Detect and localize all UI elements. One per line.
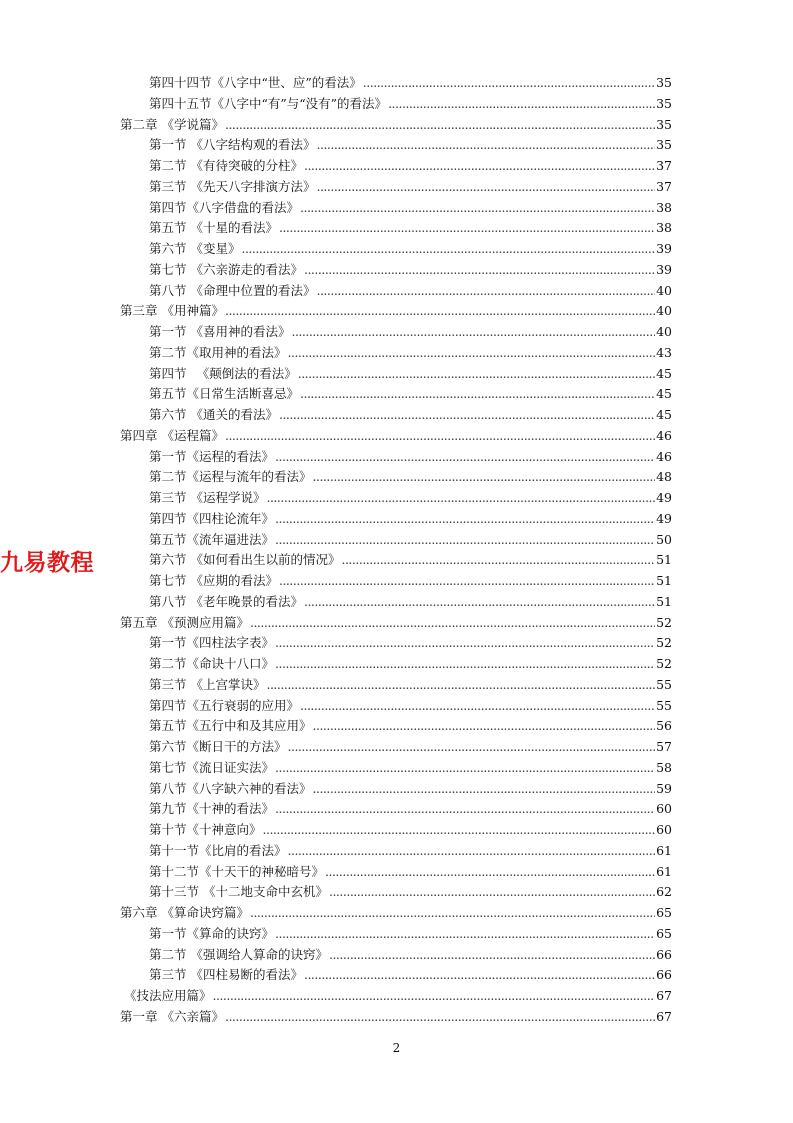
toc-entry-page: 55 — [656, 697, 672, 713]
toc-entry[interactable] — [149, 924, 672, 944]
toc-entry[interactable] — [120, 115, 672, 135]
toc-entry-page: 56 — [656, 718, 672, 734]
toc-entry[interactable] — [149, 654, 672, 674]
toc-entry[interactable] — [149, 198, 672, 218]
toc-entry-title: 第三节 《四柱易断的看法》 — [149, 967, 303, 983]
toc-entry-title: 第八节《八字缺六神的看法》 — [149, 780, 312, 796]
toc-entry-page: 35 — [656, 116, 672, 132]
toc-entry-title: 第一节《运程的看法》 — [149, 448, 275, 464]
toc-entry[interactable] — [149, 218, 672, 238]
toc-entry[interactable] — [149, 758, 672, 778]
toc-entry[interactable] — [149, 841, 672, 861]
toc-dot-leader — [288, 737, 656, 757]
toc-entry[interactable] — [149, 530, 672, 550]
toc-entry-title: 第二节《取用神的看法》 — [149, 344, 287, 360]
toc-dot-leader — [275, 509, 655, 529]
toc-entry-title: 第四十四节《八字中“世、应”的看法》 — [149, 75, 362, 90]
toc-dot-leader — [288, 841, 656, 861]
toc-entry-page: 66 — [656, 967, 672, 983]
toc-entry[interactable] — [120, 301, 672, 321]
toc-dot-leader — [291, 322, 655, 342]
toc-entry-page: 67 — [656, 1008, 672, 1024]
toc-entry-page: 39 — [656, 261, 672, 277]
toc-entry-title: 第五节《日常生活断喜忌》 — [149, 386, 300, 402]
toc-entry-title: 第六节 《变星》 — [149, 241, 241, 256]
toc-entry-title: 第五节《流年逼进法》 — [149, 531, 275, 547]
toc-dot-leader — [275, 799, 655, 819]
toc-entry-title: 第二节 《强调给人算命的诀窍》 — [149, 946, 328, 962]
watermark-logo: 九易教程 — [0, 550, 94, 576]
toc-entry[interactable] — [124, 986, 672, 1006]
toc-dot-leader — [275, 447, 655, 467]
toc-entry-title: 第七节《流日证实法》 — [149, 759, 275, 775]
toc-entry-page: 55 — [656, 676, 672, 692]
toc-entry-page: 52 — [656, 656, 672, 671]
toc-entry[interactable] — [149, 737, 672, 757]
toc-dot-leader — [300, 696, 655, 716]
toc-dot-leader — [225, 115, 655, 135]
toc-dot-leader — [325, 862, 655, 882]
toc-entry-title: 第七节 《六亲游走的看法》 — [149, 261, 303, 277]
toc-entry-title: 第三节 《上宫掌诀》 — [149, 676, 266, 692]
toc-dot-leader — [288, 343, 656, 363]
toc-entry-title: 第一章 《六亲篇》 — [120, 1008, 224, 1024]
toc-entry-title: 第七节 《应期的看法》 — [149, 573, 278, 588]
toc-entry-page: 38 — [656, 199, 672, 215]
toc-entry-title: 第五节 《十星的看法》 — [149, 220, 278, 236]
toc-entry[interactable] — [149, 862, 672, 882]
toc-entry-page: 49 — [656, 490, 672, 505]
toc-entry-title: 第四章 《运程篇》 — [120, 427, 224, 443]
toc-entry[interactable] — [149, 467, 672, 487]
toc-dot-leader — [304, 965, 655, 985]
toc-dot-leader — [300, 198, 655, 218]
toc-entry-page: 38 — [656, 220, 672, 236]
toc-entry-page: 45 — [656, 365, 672, 381]
toc-entry-title: 第六节 《通关的看法》 — [149, 407, 278, 422]
toc-entry[interactable] — [149, 405, 672, 425]
toc-dot-leader — [388, 94, 655, 114]
toc-entry-title: 第一节《算命的诀窍》 — [149, 925, 275, 941]
toc-entry-title: 第二章 《学说篇》 — [120, 116, 224, 132]
toc-entry-title: 第九节《十神的看法》 — [149, 801, 275, 817]
toc-entry-page: 60 — [656, 822, 672, 837]
toc-entry-title: 第一节 《喜用神的看法》 — [149, 324, 291, 339]
toc-entry-page: 59 — [656, 780, 672, 796]
toc-entry-page: 62 — [656, 884, 672, 900]
toc-entry[interactable] — [149, 281, 672, 301]
toc-entry-page: 45 — [656, 407, 672, 422]
toc-dot-leader — [298, 364, 655, 384]
toc-entry-title: 第十一节《比肩的看法》 — [149, 842, 287, 858]
toc-entry[interactable] — [120, 426, 672, 446]
toc-entry[interactable] — [149, 716, 672, 736]
toc-entry[interactable] — [149, 364, 672, 384]
toc-entry[interactable] — [149, 882, 672, 902]
toc-entry-title: 第三章 《用神篇》 — [120, 303, 224, 319]
toc-entry-page: 46 — [656, 448, 672, 464]
toc-dot-leader — [266, 488, 655, 508]
toc-entry-page: 67 — [656, 988, 672, 1003]
toc-dot-leader — [225, 301, 655, 321]
toc-entry-title: 第五节《五行中和及其应用》 — [149, 718, 312, 734]
toc-entry-title: 第三节 《先天八字排演方法》 — [149, 178, 316, 194]
toc-entry[interactable] — [149, 239, 672, 259]
toc-entry-title: 第二节《运程与流年的看法》 — [149, 469, 312, 485]
toc-entry-page: 52 — [656, 635, 672, 651]
toc-entry[interactable] — [149, 94, 672, 114]
toc-entry-title: 第二节《命诀十八口》 — [149, 656, 275, 671]
toc-entry-page: 51 — [656, 552, 672, 568]
toc-entry-page: 51 — [656, 573, 672, 588]
toc-entry[interactable] — [149, 799, 672, 819]
toc-entry[interactable] — [120, 1007, 672, 1027]
toc-entry[interactable] — [149, 73, 672, 93]
toc-dot-leader — [275, 758, 655, 778]
toc-entry-page: 66 — [656, 946, 672, 962]
toc-entry-page: 52 — [656, 614, 672, 630]
toc-entry-title: 第十节《十神意向》 — [149, 822, 262, 837]
toc-entry-page: 65 — [656, 925, 672, 941]
toc-dot-leader — [363, 73, 655, 93]
page-number: 2 — [392, 1041, 401, 1055]
toc-entry-page: 40 — [656, 324, 672, 339]
toc-entry-page: 48 — [656, 469, 672, 485]
toc-entry-title: 《技法应用篇》 — [124, 988, 212, 1003]
toc-dot-leader — [263, 820, 656, 840]
toc-dot-leader — [329, 945, 655, 965]
toc-entry[interactable] — [149, 675, 672, 695]
toc-dot-leader — [279, 405, 655, 425]
toc-entry-page: 37 — [656, 158, 672, 173]
toc-dot-leader — [250, 613, 655, 633]
toc-entry-page: 60 — [656, 801, 672, 817]
toc-entry[interactable] — [149, 488, 672, 508]
toc-entry-page: 50 — [656, 531, 672, 547]
toc-entry-title: 第一节《四柱法字表》 — [149, 635, 275, 651]
toc-entry[interactable] — [149, 384, 672, 404]
toc-entry-title: 第六节 《如何看出生以前的情况》 — [149, 552, 341, 568]
toc-entry[interactable] — [149, 633, 672, 653]
toc-entry[interactable] — [149, 177, 672, 197]
toc-dot-leader — [275, 654, 655, 674]
toc-entry-page: 46 — [656, 427, 672, 443]
toc-entry-title: 第四十五节《八字中“有”与“没有”的看法》 — [149, 95, 388, 111]
toc-dot-leader — [329, 882, 655, 902]
toc-entry[interactable] — [149, 322, 672, 342]
toc-entry[interactable] — [149, 550, 672, 570]
toc-entry-title: 第十三节 《十二地支命中玄机》 — [149, 884, 328, 900]
toc-entry-title: 第四节《五行衰弱的应用》 — [149, 697, 300, 713]
toc-entry[interactable] — [120, 903, 672, 923]
toc-entry-title: 第六章 《算命诀窍篇》 — [120, 905, 249, 920]
toc-entry-page: 40 — [656, 282, 672, 298]
toc-dot-leader — [279, 571, 655, 591]
toc-entry-page: 65 — [656, 905, 672, 920]
toc-dot-leader — [313, 467, 656, 487]
toc-dot-leader — [275, 633, 655, 653]
toc-entry-page: 39 — [656, 241, 672, 256]
toc-entry-title: 第一节 《八字结构观的看法》 — [149, 137, 316, 153]
toc-entry-title: 第五章 《预测应用篇》 — [120, 614, 249, 630]
toc-dot-leader — [279, 218, 655, 238]
toc-entry[interactable] — [149, 965, 672, 985]
toc-entry-page: 43 — [656, 344, 672, 360]
toc-entry[interactable] — [149, 343, 672, 363]
toc-dot-leader — [275, 924, 655, 944]
toc-entry-title: 第八节 《命理中位置的看法》 — [149, 282, 316, 298]
toc-entry[interactable] — [149, 509, 672, 529]
toc-entry-title: 第三节 《运程学说》 — [149, 490, 266, 505]
toc-entry-title: 第四节 《颠倒法的看法》 — [149, 365, 297, 381]
toc-dot-leader — [316, 135, 655, 155]
toc-entry-page: 51 — [656, 593, 672, 609]
toc-dot-leader — [266, 675, 655, 695]
toc-dot-leader — [300, 384, 655, 404]
toc-entry[interactable] — [149, 156, 672, 176]
toc-dot-leader — [225, 426, 655, 446]
toc-entry-page: 45 — [656, 386, 672, 402]
toc-entry[interactable] — [149, 945, 672, 965]
toc-entry-page: 35 — [656, 75, 672, 90]
toc-entry-title: 第六节《断日干的方法》 — [149, 739, 287, 754]
toc-entry-title: 第四节《八字借盘的看法》 — [149, 199, 300, 215]
toc-entry[interactable] — [149, 135, 672, 155]
toc-entry-title: 第十二节《十天干的神秘暗号》 — [149, 863, 325, 879]
toc-entry-page: 40 — [656, 303, 672, 319]
toc-entry-page: 58 — [656, 759, 672, 775]
toc-dot-leader — [316, 281, 655, 301]
toc-entry-title: 第四节《四柱论流年》 — [149, 510, 275, 526]
toc-entry[interactable] — [149, 592, 672, 612]
toc-dot-leader — [304, 260, 655, 280]
toc-entry-page: 61 — [656, 842, 672, 858]
toc-entry-title: 第八节 《老年晚景的看法》 — [149, 593, 303, 609]
toc-entry[interactable] — [149, 820, 672, 840]
toc-dot-leader — [313, 779, 656, 799]
toc-entry-page: 61 — [656, 863, 672, 879]
toc-entry-title: 第二节 《有待突破的分柱》 — [149, 158, 303, 173]
toc-dot-leader — [225, 1007, 655, 1027]
toc-entry-page: 49 — [656, 510, 672, 526]
toc-entry-page: 35 — [656, 137, 672, 153]
toc-dot-leader — [304, 156, 655, 176]
toc-entry-page: 57 — [656, 739, 672, 754]
toc-dot-leader — [316, 177, 655, 197]
toc-dot-leader — [213, 986, 656, 1006]
toc-dot-leader — [241, 239, 655, 259]
toc-entry[interactable] — [120, 613, 672, 633]
toc-entry[interactable] — [149, 260, 672, 280]
toc-entry[interactable] — [149, 571, 672, 591]
toc-entry[interactable] — [149, 447, 672, 467]
toc-entry[interactable] — [149, 779, 672, 799]
toc-dot-leader — [341, 550, 655, 570]
toc-dot-leader — [275, 530, 655, 550]
toc-dot-leader — [250, 903, 655, 923]
toc-dot-leader — [304, 592, 655, 612]
toc-entry-page: 35 — [656, 95, 672, 111]
toc-entry-page: 37 — [656, 178, 672, 194]
toc-dot-leader — [313, 716, 656, 736]
toc-entry[interactable] — [149, 696, 672, 716]
